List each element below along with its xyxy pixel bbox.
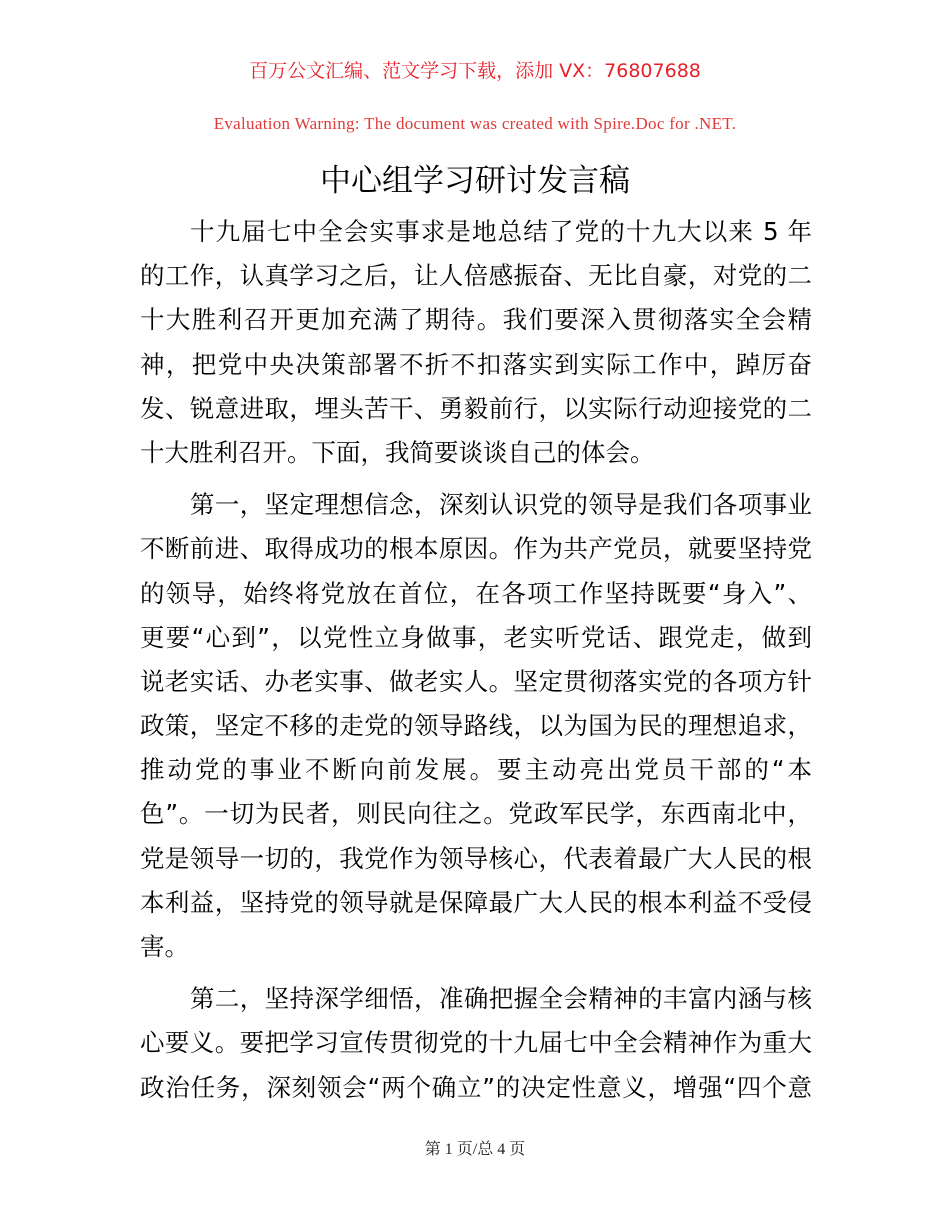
- paragraph-line: 本利益，坚持党的领导就是保障最广大人民的根本利益不受侵: [140, 887, 812, 917]
- paragraph-line: 十九届七中全会实事求是地总结了党的十九大以来 5 年: [190, 217, 812, 246]
- evaluation-warning: Evaluation Warning: The document was created with Spire.Doc for .NET.: [213, 114, 737, 133]
- paragraph: [140, 210, 812, 475]
- paragraph-line: 心要义。要把学习宣传贯彻党的十九届七中全会精神作为重大: [140, 1028, 812, 1058]
- paragraph-line: 十大胜利召开更加充满了期待。我们要深入贯彻落实全会精: [140, 305, 812, 335]
- paragraph-line: 推动党的事业不断向前发展。要主动亮出党员干部的“本: [140, 755, 812, 785]
- paragraph-line: 第一，坚定理想信念，深刻认识党的领导是我们各项事业: [190, 490, 812, 520]
- header-banner: 百万公文汇编、范文学习下载，添加 VX：76807688: [249, 60, 701, 82]
- paragraph-line: 的领导，始终将党放在首位，在各项工作坚持既要“身入”、: [140, 578, 812, 608]
- paragraph-line: 更要“心到”，以党性立身做事，老实听党话、跟党走，做到: [140, 622, 812, 652]
- paragraph-line: 说老实话、办老实事、做老实人。坚定贯彻落实党的各项方针: [140, 666, 812, 696]
- paragraph-line: 党是领导一切的，我党作为领导核心，代表着最广大人民的根: [140, 843, 812, 873]
- paragraph-line: 政策，坚定不移的走党的领导路线，以为国为民的理想追求，: [140, 711, 812, 741]
- paragraph-line: 十大胜利召开。下面，我简要谈谈自己的体会。: [140, 437, 655, 467]
- document-title: 中心组学习研讨发言稿: [320, 163, 630, 199]
- paragraph-line: 的工作，认真学习之后，让人倍感振奋、无比自豪，对党的二: [140, 261, 812, 291]
- document-body: [140, 210, 812, 1118]
- paragraph-line: 发、锐意进取，埋头苦干、勇毅前行，以实际行动迎接党的二: [140, 393, 812, 423]
- paragraph: [140, 483, 812, 969]
- paragraph-line: 政治任务，深刻领会“两个确立”的决定性意义，增强“四个意: [140, 1072, 812, 1102]
- paragraph-line: 神，把党中央决策部署不折不扣落实到实际工作中，踔厉奋: [140, 349, 812, 379]
- paragraph: [140, 977, 812, 1110]
- paragraph-line: 不断前进、取得成功的根本原因。作为共产党员，就要坚持党: [140, 534, 812, 564]
- paragraph-line: 第二，坚持深学细悟，准确把握全会精神的丰富内涵与核: [190, 984, 812, 1014]
- paragraph-line: 害。: [140, 932, 189, 961]
- page-footer: 第 1 页/总 4 页: [424, 1141, 526, 1158]
- paragraph-line: 色”。一切为民者，则民向往之。党政军民学，东西南北中，: [140, 799, 812, 829]
